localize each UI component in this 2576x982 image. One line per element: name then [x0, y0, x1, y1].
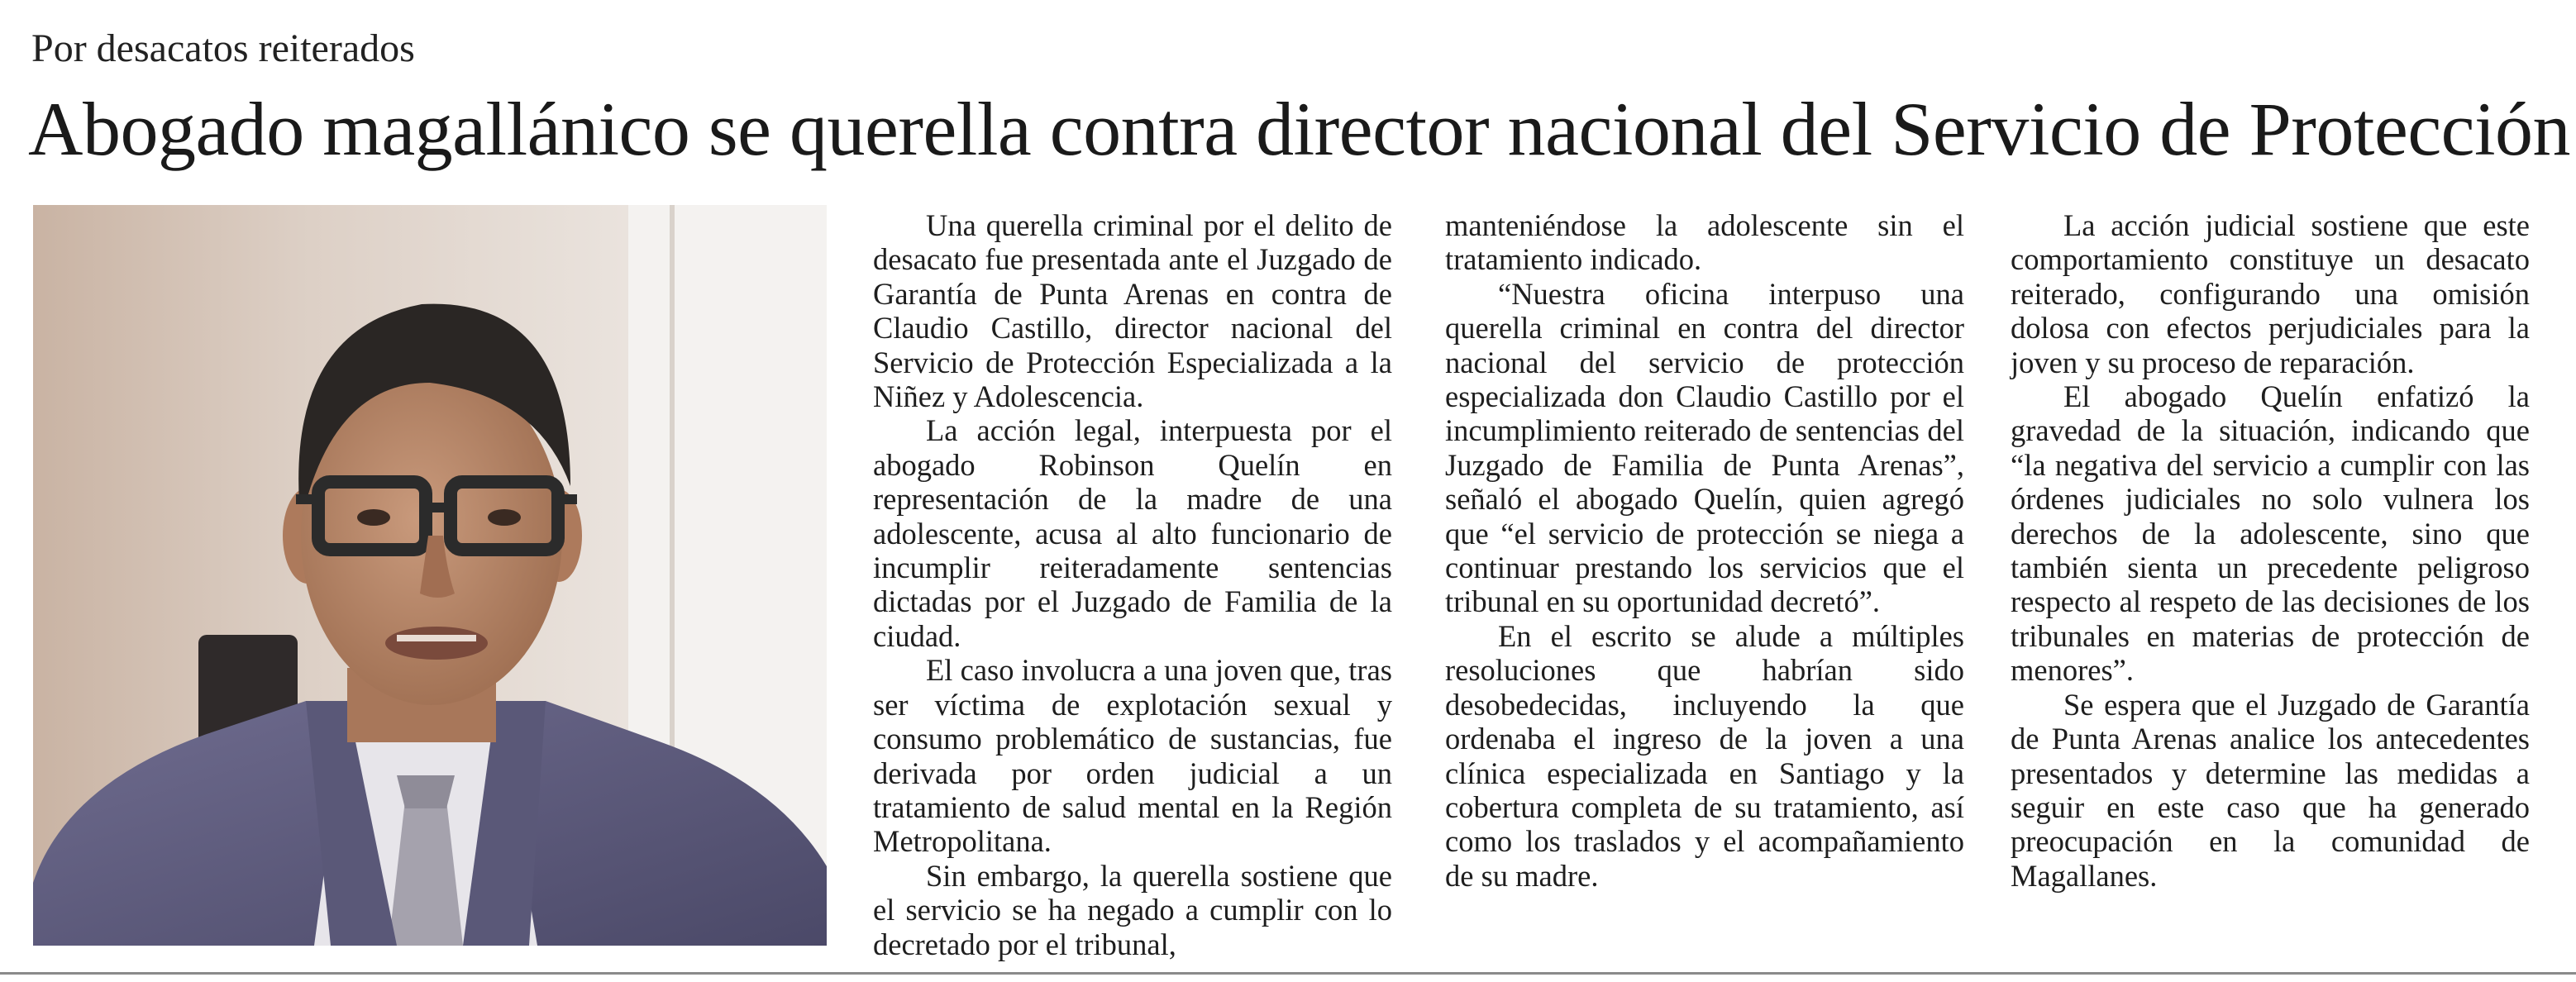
article-paragraph-continued: manteniéndose la adolescente sin el tratamiento indicado. — [1445, 208, 1964, 277]
article-paragraph: Una querella criminal por el delito de desacato fue presentada ante el Juzgado de Garantía de Punta Arenas en contra de Claudio Castillo, director nacional del Servicio de Protección Especializada a la Niñez y Adolescencia. — [873, 208, 1392, 414]
article-paragraph: La acción judicial sostiene que este comportamiento constituye un desacato reiterado, configurando una omisión dolosa con efectos perjudiciales para la joven y su proceso de reparación. — [2011, 208, 2530, 379]
article-photo — [33, 205, 827, 946]
article-column-2 — [1445, 208, 1964, 893]
article-paragraph: El abogado Quelín enfatizó la gravedad de la situación, indicando que “la negativa del servicio a cumplir con las órdenes judiciales no solo vulnera los derechos de la adolescente, sino que también sienta un precedente peligroso respecto al respeto de las decisiones de los tribunales en materias de protección de menores”. — [2011, 379, 2530, 688]
article-paragraph: Sin embargo, la querella sostiene que el servicio se ha negado a cumplir con lo decretado por el tribunal, — [873, 858, 1392, 961]
article-column-3 — [2011, 208, 2530, 893]
article-paragraph: La acción legal, interpuesta por el abogado Robinson Quelín en representación de la madre de una adolescente, acusa al alto funcionario de incumplir reiteradamente sentencias dictadas por el Juzgado de Familia de la ciudad. — [873, 413, 1392, 653]
article-headline: Abogado magallánico se querella contra director nacional del Servicio de Protección — [28, 87, 2571, 171]
article-column-1 — [873, 208, 1392, 961]
article-paragraph: Se espera que el Juzgado de Garantía de Punta Arenas analice los antecedentes presentados y determine las medidas a seguir en este caso que ha generado preocupación en la comunidad de Magallanes. — [2011, 687, 2530, 893]
article-kicker: Por desacatos reiterados — [31, 26, 415, 70]
article-paragraph: En el escrito se alude a múltiples resoluciones que habrían sido desobedecidas, incluyendo la que ordenaba el ingreso de la joven a una clínica especializada en Santiago y la cobertura completa de su tratamiento, así como los traslados y el acompañamiento de su madre. — [1445, 618, 1964, 893]
article-paragraph: El caso involucra a una joven que, tras ser víctima de explotación sexual y consumo problemático de sustancias, fue derivada por orden judicial a un tratamiento de salud mental en la Región Metropolitana. — [873, 653, 1392, 859]
article-paragraph: “Nuestra oficina interpuso una querella criminal en contra del director nacional del servicio de protección especializada don Claudio Castillo por el incumplimiento reiterado de sentencias del Juzgado de Familia de Punta Arenas”, señaló el abogado Quelín, quien agregó que “el servicio de protección se niega a continuar prestando los servicios que el tribunal en su oportunidad decretó”. — [1445, 276, 1964, 619]
lawyer-portrait-illustration — [33, 205, 827, 946]
bottom-divider — [0, 972, 2576, 975]
